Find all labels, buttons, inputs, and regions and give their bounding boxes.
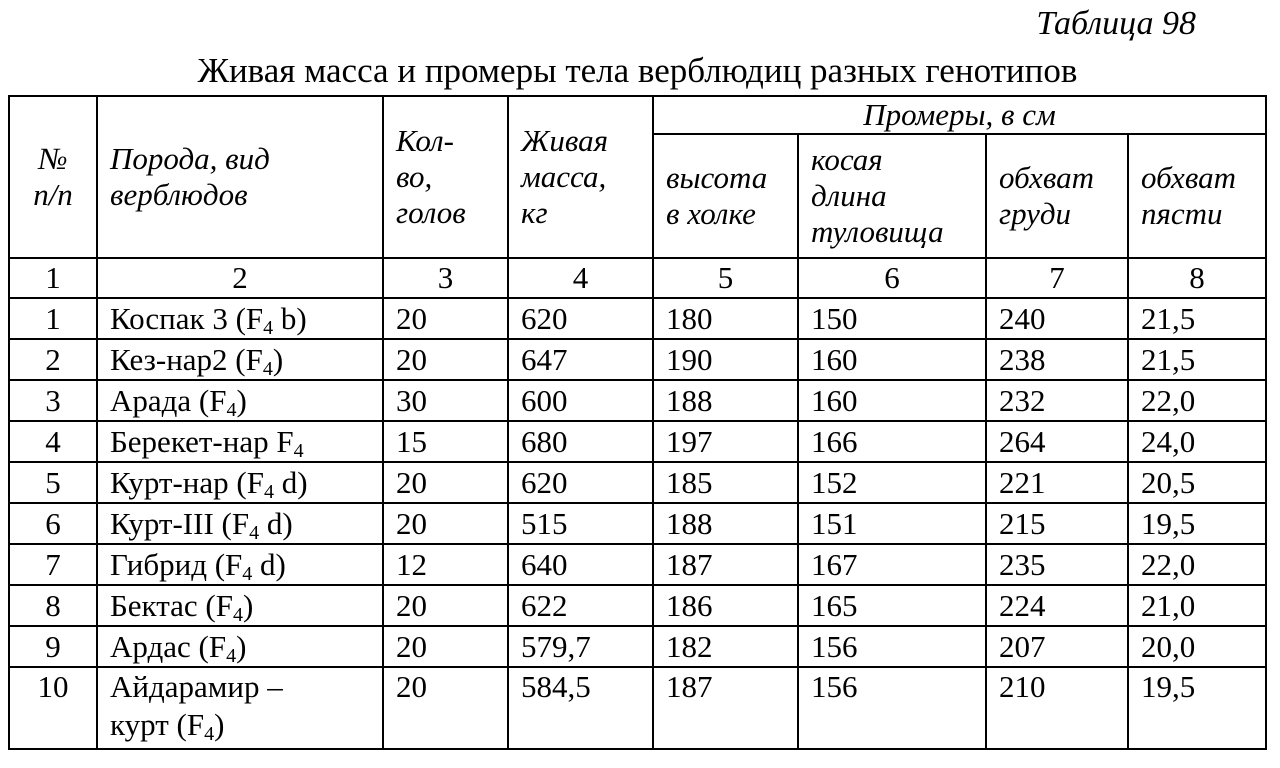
mass-cell: 579,7 [508,626,653,667]
header-num: № п/п [9,96,97,258]
header-length: косая длина туловища [798,134,986,258]
header-pastern: обхват пясти [1128,134,1266,258]
length-cell: 152 [798,462,986,503]
column-number: 2 [97,258,383,298]
row-number-cell: 3 [9,380,97,421]
row-number-cell: 4 [9,421,97,462]
pastern-cell: 21,0 [1128,585,1266,626]
breed-generation-subscript: 4 [249,522,260,544]
row-number-cell: 5 [9,462,97,503]
height-cell: 182 [653,626,798,667]
breed-name-line: курт $(F_4)$ [110,707,225,745]
chest-cell: 232 [986,380,1128,421]
pastern-cell: 22,0 [1128,380,1266,421]
count-cell: 20 [383,626,508,667]
height-cell: 187 [653,667,798,749]
column-number: 5 [653,258,798,298]
count-cell: 12 [383,544,508,585]
row-number-cell: 2 [9,339,97,380]
chest-cell: 264 [986,421,1128,462]
height-cell: 188 [653,380,798,421]
pastern-cell: 24,0 [1128,421,1266,462]
header-height: высота в холке [653,134,798,258]
count-cell: 20 [383,503,508,544]
breed-cell [97,667,383,749]
length-cell: 166 [798,421,986,462]
table-row [9,544,1266,585]
row-number-cell: 7 [9,544,97,585]
data-table [8,95,1267,750]
breed-cell [97,585,383,626]
pastern-cell: 19,5 [1128,503,1266,544]
count-cell: 20 [383,339,508,380]
pastern-cell: 20,5 [1128,462,1266,503]
table-row [9,626,1266,667]
header-count: Кол- во, голов [383,96,508,258]
breed-cell [97,503,383,544]
mass-cell: 620 [508,298,653,339]
mass-cell: 680 [508,421,653,462]
header-measures-group: Промеры, в см [653,96,1266,134]
table-row [9,380,1266,421]
pastern-cell: 19,5 [1128,667,1266,749]
chest-cell: 238 [986,339,1128,380]
breed-name: Курт-III (F [110,506,250,541]
mass-cell: 584,5 [508,667,653,749]
pastern-cell: 21,5 [1128,339,1266,380]
count-cell: 15 [383,421,508,462]
breed-name-suffix: ) [236,383,247,418]
count-cell: 30 [383,380,508,421]
column-number: 8 [1128,258,1266,298]
breed-name: Кез-нар2 (F [110,342,263,377]
breed-name-suffix: ) [236,629,247,664]
breed-generation-subscript: 4 [293,440,304,462]
chest-cell: 224 [986,585,1128,626]
breed-cell [97,339,383,380]
length-cell: 151 [798,503,986,544]
table-title: Живая масса и промеры тела верблюдиц разных генотипов [197,51,1078,90]
breed-name: Берекет-нар F [110,424,294,459]
column-number: 6 [798,258,986,298]
breed-generation-subscript: 4 [263,481,274,503]
height-cell: 197 [653,421,798,462]
length-cell: 150 [798,298,986,339]
chest-cell: 207 [986,626,1128,667]
header-chest: обхват груди [986,134,1128,258]
length-cell: 160 [798,380,986,421]
breed-name: Коспак 3 (F [110,301,264,336]
breed-generation-subscript: 4 [226,399,237,421]
column-number: 3 [383,258,508,298]
breed-name-suffix: ) [272,342,284,377]
mass-cell: 600 [508,380,653,421]
header-mass: Живая масса, кг [508,96,653,258]
breed-cell [97,380,383,421]
breed-name: Курт-нар (F [110,465,264,500]
column-number: 7 [986,258,1128,298]
breed-name: Ардас (F [110,629,227,664]
table-row [9,339,1266,380]
length-cell: 167 [798,544,986,585]
height-cell: 190 [653,339,798,380]
length-cell: 156 [798,667,986,749]
length-cell: 165 [798,585,986,626]
breed-name-suffix: b) [273,301,307,336]
breed-name-line: Айдарамир – [110,669,283,704]
breed-cell [97,298,383,339]
count-cell: 20 [383,667,508,749]
mass-cell: 640 [508,544,653,585]
breed-generation-subscript: 4 [232,604,243,626]
height-cell: 187 [653,544,798,585]
row-number-cell: 1 [9,298,97,339]
pastern-cell: 20,0 [1128,626,1266,667]
height-cell: 185 [653,462,798,503]
breed-generation-subscript: 4 [226,645,237,667]
table-row [9,298,1266,339]
row-number-cell: 8 [9,585,97,626]
table-row [9,503,1266,544]
table-row [9,421,1266,462]
table-number: Таблица 98 [1036,5,1196,42]
breed-name: Гибрид (F [110,547,243,582]
row-number-cell: 10 [9,667,97,749]
height-cell: 188 [653,503,798,544]
mass-cell: 647 [508,339,653,380]
breed-cell [97,544,383,585]
breed-cell [97,626,383,667]
height-cell: 180 [653,298,798,339]
pastern-cell: 21,5 [1128,298,1266,339]
chest-cell: 240 [986,298,1128,339]
mass-cell: 620 [508,462,653,503]
column-number-row [9,258,1266,298]
pastern-cell: 22,0 [1128,544,1266,585]
breed-name-suffix: d) [259,506,293,541]
breed-name: Арада (F [110,383,227,418]
row-number-cell: 6 [9,503,97,544]
count-cell: 20 [383,298,508,339]
count-cell: 20 [383,462,508,503]
breed-cell [97,462,383,503]
length-cell: 160 [798,339,986,380]
length-cell: 156 [798,626,986,667]
height-cell: 186 [653,585,798,626]
mass-cell: 515 [508,503,653,544]
table-row [9,462,1266,503]
breed-generation-subscript: 4 [242,563,253,585]
mass-cell: 622 [508,585,653,626]
table-row [9,667,1266,749]
chest-cell: 210 [986,667,1128,749]
column-number: 4 [508,258,653,298]
count-cell: 20 [383,585,508,626]
table-row [9,585,1266,626]
breed-name: Бектас (F [110,588,233,623]
row-number-cell: 9 [9,626,97,667]
breed-name-suffix: d) [252,547,286,582]
breed-cell [97,421,383,462]
breed-name-suffix: ) [242,588,254,623]
chest-cell: 215 [986,503,1128,544]
column-number: 1 [9,258,97,298]
header-breed: Порода, вид верблюдов [97,96,383,258]
breed-generation-subscript: 4 [262,358,273,380]
breed-generation-subscript: 4 [263,317,274,339]
chest-cell: 221 [986,462,1128,503]
breed-name-suffix: d) [273,465,308,500]
chest-cell: 235 [986,544,1128,585]
